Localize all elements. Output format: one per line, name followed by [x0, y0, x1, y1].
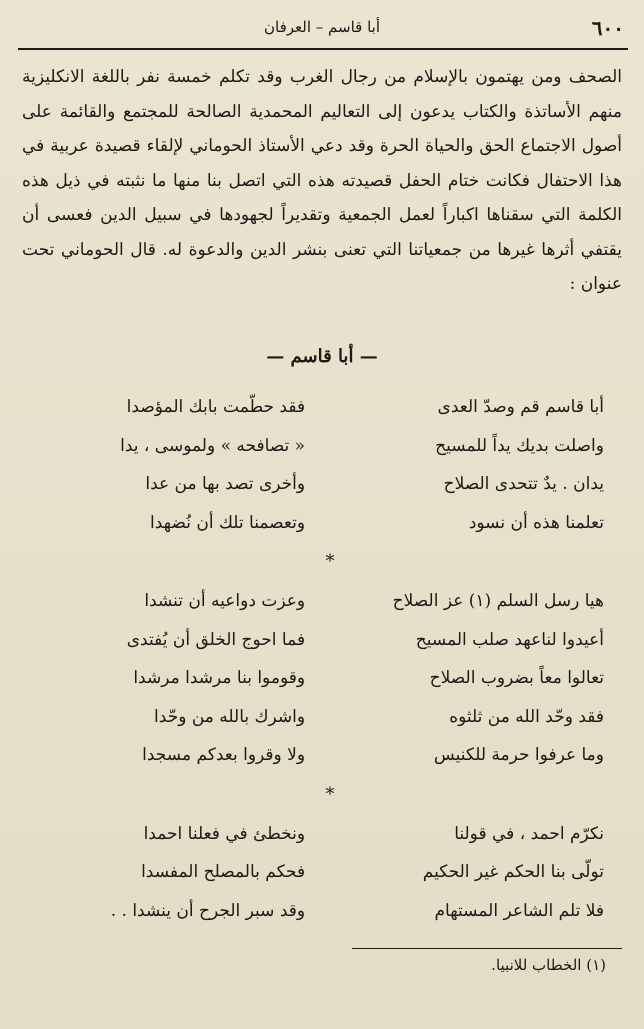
verse-first-hemistich: تعالوا معاً بضروب الصلاح [429, 668, 604, 689]
verse [40, 621, 606, 660]
prose-text: الصحف ومن يهتمون بالإسلام من رجال الغرب وقد تكلم خمسة نفر باللغة الانكليزية منهم الأساتذة والكتاب يدعون إلى التعاليم المحمدية الصالحة للمجتمع والقائمة على أصول الاجتماع الحق والحياة الحرة وقد دعي الأستاذ الحوماني لإلقاء قصيدة عربية في هذا الاحتفال فكانت ختام الحفل قصيدته هذه التي اتصل بنا منها ما نثبته في ذيل هذه الكلمة التي سقناها اكباراً لعمل الجمعية وتقديراً لجهودها في سبيل الدين فعسى أن يقتفي أثرها غيرها من جمعياتنا التي تعنى بنشر الدين والدعوة له. قال الحوماني تحت عنوان : [22, 67, 622, 294]
verse-second-hemistich: فحكم بالمصلح المفسدا [141, 862, 306, 883]
footnote: (١) الخطاب للانبيا. [491, 956, 606, 974]
verse-second-hemistich: ونخطئ في فعلنا احمدا [143, 823, 306, 844]
verse-second-hemistich: وأخرى تصد بها من عدا [145, 474, 306, 495]
poem [40, 388, 606, 930]
stanza-separator: * [325, 783, 335, 805]
verse-second-hemistich: ولا وقروا بعدكم مسجدا [142, 745, 306, 766]
verse-first-hemistich: فلا تلم الشاعر المستهام [434, 900, 604, 921]
stanza-1 [40, 388, 606, 542]
verse-second-hemistich: وقد سبر الجرح أن ينشدا . . [110, 900, 306, 921]
running-header [20, 14, 624, 46]
verse-first-hemistich: يدان . يدٌ تتحدى الصلاح [443, 474, 604, 495]
verse-second-hemistich: وقوموا بنا مرشدا مرشدا [133, 668, 306, 689]
verse-second-hemistich: « تصافحه » ولموسى ، يدا [120, 435, 306, 456]
verse [40, 736, 606, 775]
verse [40, 892, 606, 931]
verse-first-hemistich: تولّى بنا الحكم غير الحكيم [422, 862, 604, 883]
stanza-separator: * [325, 551, 335, 572]
page-number: ٦٠٠ [591, 16, 624, 40]
verse [40, 427, 606, 466]
verse [40, 388, 606, 427]
verse-first-hemistich: فقد وحّد الله من ثلثوه [449, 706, 604, 727]
verse [40, 659, 606, 698]
verse [40, 504, 606, 543]
verse-second-hemistich: واشرك بالله من وحّدا [154, 706, 306, 727]
verse-first-hemistich: واصلت بديك يداً للمسيح [435, 435, 604, 456]
verse-first-hemistich: هيا رسل السلم (١) عز الصلاح [392, 591, 604, 612]
header-rule [18, 48, 628, 50]
footnote-rule [352, 948, 622, 949]
stanza-2 [40, 582, 606, 775]
verse [40, 465, 606, 504]
verse [40, 698, 606, 737]
stanza-3 [40, 815, 606, 931]
poem-title: — أبا قاسم — [266, 346, 378, 367]
verse-second-hemistich: وعزت دواعيه أن تنشدا [144, 591, 306, 612]
verse-first-hemistich: تعلمنا هذه أن نسود [468, 512, 604, 533]
verse-second-hemistich: فقد حطّمت بابك المؤصدا [126, 397, 306, 418]
running-title: أبا قاسم – العرفان [263, 18, 380, 36]
prose-paragraph [22, 60, 622, 302]
verse [40, 582, 606, 621]
verse-second-hemistich: وتعصمنا تلك أن نُضهدا [149, 512, 306, 533]
verse [40, 853, 606, 892]
verse-first-hemistich: وما عرفوا حرمة للكنيس [433, 745, 604, 766]
verse-first-hemistich: أعيدوا لناعهد صلب المسيح [415, 629, 604, 650]
verse-first-hemistich: أبا قاسم قم وصدّ العدى [437, 397, 604, 418]
verse-first-hemistich: نكرّم احمد ، في قولنا [454, 823, 604, 844]
verse [40, 815, 606, 854]
verse-second-hemistich: فما احوج الخلق أن يُفتدى [126, 629, 306, 650]
